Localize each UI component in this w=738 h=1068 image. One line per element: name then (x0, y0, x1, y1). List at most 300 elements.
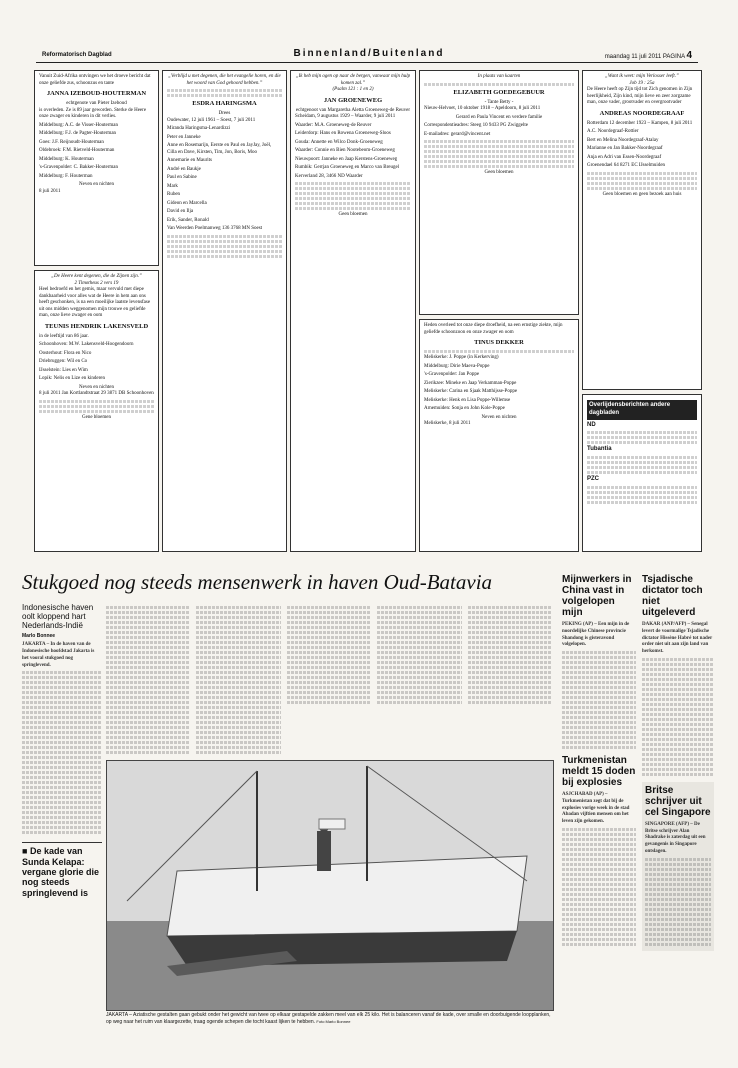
square-bullet-icon: ■ (22, 846, 28, 857)
died-line: Apeldoorn, 8 juli 2011 (494, 106, 541, 112)
notice-ref: Job 19 : 25a (629, 80, 655, 86)
pull-box (22, 842, 102, 898)
text-filler (167, 250, 282, 253)
text-filler (196, 751, 280, 754)
text-filler (562, 671, 636, 674)
text-filler (106, 706, 190, 709)
photo-credit: Foto Marlo Bonnee (316, 1018, 351, 1024)
text-filler (468, 611, 552, 614)
text-filler (106, 681, 190, 684)
family-line: Anne en Rosemarijn, Eerste en Paul en JayJay, Joël, Cilla en Dave, Kirsten, Tim, Jon, Boris, Moo (167, 143, 272, 155)
notice-sub: Drees (218, 111, 231, 117)
text-filler (562, 918, 636, 921)
text-filler (587, 491, 697, 494)
text-filler (587, 177, 697, 180)
text-filler (642, 743, 714, 746)
header-rule (36, 62, 698, 63)
text-filler (645, 913, 711, 916)
text-filler (562, 726, 636, 729)
text-filler (287, 686, 371, 689)
text-filler (424, 140, 574, 143)
text-filler (468, 701, 552, 704)
ads-column-1 (34, 70, 159, 556)
text-filler (645, 863, 711, 866)
side-dateline-2: ASJCHABAD (AP) – Turkmenistan zegt dat bij de explosies vorige week in de stad Abadan vijftien mensen om het leven zijn gekomen. (562, 792, 630, 824)
family-line: Oosterhout: Flora en Nico (39, 350, 92, 356)
text-filler (22, 741, 102, 744)
text-filler (562, 833, 636, 836)
text-filler (562, 686, 636, 689)
text-filler (587, 187, 697, 190)
text-filler (468, 671, 552, 674)
kicker: Indonesische haven oolt kloppend hart Nederlands-Indië (22, 603, 94, 630)
text-filler (377, 626, 461, 629)
text-filler (468, 676, 552, 679)
text-filler (22, 781, 102, 784)
text-filler (562, 853, 636, 856)
text-filler (377, 616, 461, 619)
text-filler (562, 923, 636, 926)
body-col (196, 604, 280, 754)
side-headline-3: Tsjadische dictator toch niet uitgeleverd (642, 574, 703, 618)
text-filler (196, 726, 280, 729)
ads-column-5 (582, 70, 702, 556)
text-filler (295, 187, 411, 190)
text-filler (424, 155, 574, 158)
notice-footer: Geen bloemen (338, 212, 368, 218)
text-filler (196, 636, 280, 639)
family-line: Nieuwpoort: Janneke en Jaap Kerstens-Groeneweg (295, 156, 398, 162)
text-filler (642, 693, 714, 696)
text-filler (642, 753, 714, 756)
text-filler (645, 868, 711, 871)
text-filler (106, 736, 190, 739)
text-filler (196, 671, 280, 674)
family-line: Rumbik: Gerrjan Groeneweg en Marco van Breugel (295, 165, 400, 171)
text-filler (562, 943, 636, 946)
text-filler (22, 681, 102, 684)
text-filler (106, 636, 190, 639)
notice-footer: Geen bloemen en geen bezoek aan huis (602, 191, 682, 197)
born-line: Nieuw-Helvoet, 10 oktober 1918 (424, 106, 491, 112)
born-line: Scheidam, 9 augustus 1929 (295, 114, 350, 120)
text-filler (562, 893, 636, 896)
family-line: Arnemuiden: Sonja en John Kole-Poppe (424, 406, 505, 412)
text-filler (22, 801, 102, 804)
text-filler (562, 838, 636, 841)
notice-intro: Heden overleed tot onze diepe droefheid, na een ernstige ziekte, mijn geliefde schoonzoon en onze zwager en oom (424, 323, 563, 335)
text-filler (642, 758, 714, 761)
text-filler (106, 606, 190, 609)
text-filler (377, 651, 461, 654)
text-filler (642, 713, 714, 716)
text-filler (196, 656, 280, 659)
text-filler (22, 716, 102, 719)
neven-line: Neven en nichten (481, 414, 517, 420)
family-line: Meliskerke: J. Poppe (in Kerkerving) (424, 355, 499, 361)
text-filler (468, 686, 552, 689)
text-filler (106, 656, 190, 659)
text-filler (562, 706, 636, 709)
family-line: Driebruggen: Wil en Co (39, 359, 88, 365)
text-filler (645, 893, 711, 896)
death-notice-groeneweg: „Ik heb mijn ogen op naar de bergen, vanwaar mijn hulp komen zal.” (Psalm 121 : 1 en 2) JAN GROENEWEG echtgenoot van Margaretha Aletta Groeneweg-de Reuver Scheidam, 9 augustus 1929 – Waarder, 9 juli 2011 Waarder: M.A. Groeneweg-de Reuver Leiderdorp: Hans en Rowena Groeneweg-Sloos Gouda: Annette en Wilco Donk-Groeneweg Waarder: Connie en Bien Nootebeom-Groeneweg Nieuwpoort: Janneke en Jaap Kerstens-Groeneweg Rumbik: Gerrjan Groeneweg en Marco van Breugel Kerverland 28, 3466 ND Waarder Geen bloemen (290, 70, 416, 552)
born-line: Oudewater, 12 juli 1961 (167, 117, 216, 123)
text-filler (642, 773, 714, 776)
text-filler (468, 696, 552, 699)
text-filler (287, 701, 371, 704)
text-filler (562, 676, 636, 679)
text-filler (424, 165, 574, 168)
text-filler (377, 686, 461, 689)
text-filler (287, 616, 371, 619)
text-filler (562, 661, 636, 664)
text-filler (22, 721, 102, 724)
byline: Marlo Bonnee (22, 633, 56, 640)
text-filler (287, 631, 371, 634)
main-article-left (22, 604, 102, 898)
text-filler (106, 686, 190, 689)
text-filler (377, 631, 461, 634)
text-filler (377, 646, 461, 649)
text-filler (22, 726, 102, 729)
side-headline-4: Britse schrijver uit cel Singapore (645, 784, 711, 818)
text-filler (562, 681, 636, 684)
notice-sub: echtgenoot van Margaretha Aletta Groeneweg-de Reuver (295, 107, 411, 113)
text-filler (106, 721, 190, 724)
family-line: Ruben (167, 192, 181, 198)
text-filler (645, 933, 711, 936)
text-filler (468, 661, 552, 664)
text-filler (642, 703, 714, 706)
harbor-photo (106, 760, 554, 1011)
text-filler (106, 716, 190, 719)
text-filler (167, 94, 282, 97)
text-filler (167, 240, 282, 243)
notice-sub: echtgenote van Pieter Izeboud (66, 101, 127, 107)
family-line: Miranda Haringsma-Lenardizzi (167, 126, 231, 132)
body-col (287, 604, 371, 754)
notice-name: ANDREAS NOORDEGRAAF (599, 109, 685, 117)
family-line: David en Ilja (167, 209, 194, 215)
text-filler (196, 606, 280, 609)
family-line: Gouda: Annette en Wilco Donk-Groeneweg (295, 139, 383, 145)
text-filler (562, 888, 636, 891)
text-filler (196, 641, 280, 644)
text-filler (106, 696, 190, 699)
notice-name: ELIZABETH GOEDEGEBUUR (453, 88, 545, 96)
family-line: Oldebroek: F.M. Rietveld-Houterman (39, 148, 115, 154)
text-filler (377, 611, 461, 614)
text-filler (196, 651, 280, 654)
text-filler (39, 400, 154, 403)
text-filler (196, 661, 280, 664)
text-filler (167, 235, 282, 238)
family-line: IJsselstein: Lies en Wim (39, 367, 88, 373)
text-filler (287, 661, 371, 664)
text-filler (377, 606, 461, 609)
text-filler (22, 711, 102, 714)
text-filler (642, 698, 714, 701)
death-notice-lakensveld (34, 270, 159, 552)
main-headline: Stukgoed nog steeds mensenwerk in haven Oud-Batavia (22, 570, 493, 594)
notice-name: JAN GROENEWEG (323, 96, 383, 104)
text-filler (22, 816, 102, 819)
text-filler (287, 611, 371, 614)
death-notice-noordegraaf: „Want ik weet: mijn Verlosser leeft.” Job 19 : 25a De Heere heeft op Zijn tijd tot Zich genomen in Zijn heerlijkheid, Zijn kind, mijn lieve en zeer zorgzame man, onze vader, grootvader en overgrootvader ANDREAS NOORDEGRAAF Rotterdam 12 december 1923 – Kampen, 8 juli 2011 A.C. Noordegraaf-Rottier Bert en Melina Noordegraaf-Atalay Marianne en Jan Bakker-Noordegraaf Anja en Adri van Essen-Noordegraaf Groenendael 64 8271 EC IJsselmuiden Geen bloemen en geen bezoek aan huis (582, 70, 702, 390)
text-filler (196, 696, 280, 699)
text-filler (167, 245, 282, 248)
text-filler (642, 748, 714, 751)
text-filler (22, 811, 102, 814)
text-filler (287, 626, 371, 629)
page-number: 4 (686, 50, 692, 61)
neven-line: Neven en nichten (79, 384, 114, 390)
text-filler (562, 938, 636, 941)
text-filler (106, 626, 190, 629)
text-filler (642, 708, 714, 711)
main-body-columns (106, 604, 552, 754)
notice-intro: Vanuit Zuid-Afrika ontvingen we het droeve bericht dat onze geliefde zus, schoonzus en tante (39, 74, 151, 86)
text-filler (106, 751, 190, 754)
text-filler (468, 621, 552, 624)
text-filler (377, 666, 461, 669)
text-filler (295, 197, 411, 200)
text-filler (424, 145, 574, 148)
text-filler (22, 731, 102, 734)
text-filler (468, 656, 552, 659)
text-filler (377, 661, 461, 664)
text-filler (106, 741, 190, 744)
text-filler (22, 671, 102, 674)
section-title: Binnenland/Buitenland (293, 48, 445, 59)
text-filler (562, 883, 636, 886)
notice-name: JANNA IZEBOUD-HOUTERMAN (46, 90, 147, 97)
text-filler (167, 89, 282, 92)
text-filler (468, 636, 552, 639)
notice-text: is overleden. Ze is 89 jaar geworden. Sterke de Heere onze zwager en kinderen in dit verlies. (39, 107, 147, 120)
text-filler (39, 410, 154, 413)
body-col (377, 604, 461, 754)
lead-paragraph: JAKARTA – In de haven van de Indonesische hoofdstad Jakarta is het vooral stukgoed nog springlevend. (22, 642, 95, 668)
text-filler (587, 466, 697, 469)
text-filler (424, 160, 574, 163)
text-filler (106, 646, 190, 649)
text-filler (287, 696, 371, 699)
text-filler (642, 738, 714, 741)
notice-age: in de leeftijd van 86 jaar. (39, 333, 89, 339)
family-line: 's-Gravenpolder: Jan Poppe (424, 372, 480, 378)
section-pzc: PZC (587, 476, 599, 483)
died-line: Soest, 7 juli 2011 (220, 117, 256, 123)
text-filler (22, 751, 102, 754)
text-filler (106, 726, 190, 729)
family-line: Middelburg: F.J. de Pagter-Houterman (39, 131, 117, 137)
family-line: Gerard en Paula Vincent en verdere familie (455, 114, 543, 120)
issue-date: maandag 11 juli 2011 (604, 54, 662, 60)
text-filler (562, 746, 636, 749)
text-filler (196, 626, 280, 629)
ship-illustration (107, 761, 553, 1010)
family-line: Peter en Janneke (167, 134, 201, 140)
text-filler (22, 826, 102, 829)
text-filler (642, 688, 714, 691)
caption-text: JAKARTA – Aziatische gestalten gaan gebukt onder het gewicht van twee op elkaar gestapelde zakken meel van elk 25 kilo. Het is balanceren vanaf de kade, over smalle en doorbuigende loopplanken, op weg naar het ruim van klaargezette, traag ogende schepen die tocht kaast lijken te hebben. (106, 1012, 551, 1025)
text-filler (196, 691, 280, 694)
text-filler (106, 676, 190, 679)
family-line: Gideon en Marcella (167, 200, 207, 206)
notice-address: Groenendael 64 8271 EC IJsselmuiden (587, 163, 666, 169)
family-line: 's-Gravenpolder: C. Bakker-Houterman (39, 165, 118, 171)
text-filler (468, 616, 552, 619)
text-filler (468, 646, 552, 649)
text-filler (196, 736, 280, 739)
text-filler (22, 701, 102, 704)
text-filler (468, 666, 552, 669)
notice-footer: Gene bloemen (81, 414, 112, 420)
text-filler (645, 943, 711, 946)
family-line: Waarder: Connie en Bien Nootebeom-Groeneweg (295, 148, 395, 154)
ads-column-2 (162, 70, 287, 556)
text-filler (587, 456, 697, 459)
text-filler (196, 721, 280, 724)
text-filler (22, 776, 102, 779)
text-filler (287, 656, 371, 659)
notice-address: Kerverland 28, 3466 ND Waarder (295, 173, 363, 179)
text-filler (642, 673, 714, 676)
notice-date: 8 juli 2011 (39, 188, 61, 194)
text-filler (562, 898, 636, 901)
text-filler (642, 663, 714, 666)
text-filler (106, 651, 190, 654)
side-headline-2: Turkmenistan meldt 15 doden bij explosies (562, 755, 636, 788)
text-filler (106, 701, 190, 704)
text-filler (196, 746, 280, 749)
text-filler (562, 933, 636, 936)
died-line: Waarder, 9 juli 2011 (354, 114, 396, 120)
text-filler (645, 908, 711, 911)
family-line: Waarder: M.A. Groeneweg-de Reuver (295, 122, 372, 128)
text-filler (587, 461, 697, 464)
text-filler (587, 501, 697, 504)
text-filler (587, 486, 697, 489)
text-filler (562, 656, 636, 659)
body-col (106, 604, 190, 754)
family-line: Mark (167, 183, 178, 189)
text-filler (22, 786, 102, 789)
notice-address: Correspondentieadres: Steeg 10 9433 PG Zwiggelte (424, 123, 529, 129)
text-filler (287, 671, 371, 674)
text-filler (106, 731, 190, 734)
family-line: Meliskerke: Henk en Lisa Poppe-Willemse (424, 397, 511, 403)
text-filler (377, 696, 461, 699)
text-filler (196, 716, 280, 719)
notice-name: ESDRA HARINGSMA (192, 100, 257, 107)
text-filler (106, 711, 190, 714)
text-filler (22, 746, 102, 749)
text-filler (645, 888, 711, 891)
text-filler (645, 878, 711, 881)
text-filler (562, 721, 636, 724)
text-filler (295, 192, 411, 195)
family-line: Bert en Melina Noordegraaf-Atalay (587, 137, 659, 143)
text-filler (22, 791, 102, 794)
photo-caption (106, 1012, 552, 1025)
text-filler (645, 938, 711, 941)
text-filler (562, 843, 636, 846)
text-filler (562, 696, 636, 699)
text-filler (645, 883, 711, 886)
family-line: Middelburg: A.C. de Visser-Houterman (39, 122, 118, 128)
overlijdens-andere-dagbladen (582, 394, 702, 552)
text-filler (295, 182, 411, 185)
text-filler (587, 182, 697, 185)
text-filler (562, 863, 636, 866)
text-filler (196, 706, 280, 709)
text-filler (22, 761, 102, 764)
text-filler (287, 676, 371, 679)
notice-quote: In plaats van kaarten (477, 74, 521, 79)
family-line: Zierikzee: Mineke en Jaap Verkamman-Poppe (424, 380, 517, 386)
notice-email: E-mailadres: gerard@vincent.net (424, 131, 491, 137)
ads-column-3 (290, 70, 416, 556)
text-filler (287, 666, 371, 669)
text-filler (295, 202, 411, 205)
text-filler (468, 651, 552, 654)
pull-box-text: De kade van Sunda Kelapa: vergane glorie die nog steeds springlevend is (22, 846, 100, 898)
text-filler (642, 668, 714, 671)
text-filler (562, 848, 636, 851)
text-filler (424, 350, 574, 353)
text-filler (22, 756, 102, 759)
text-filler (167, 255, 282, 258)
notice-ref: (Psalm 121 : 1 en 2) (332, 87, 374, 92)
notice-quote: „Verblijd u met degenen, die het evangelie horen, en die het woord van God gehoord hebben.” (168, 74, 281, 86)
notice-sub: - Tante Betty - (484, 99, 514, 105)
family-line: Schoonhoven: M.W. Lakensveld-Hoogendoorn (39, 342, 134, 348)
text-filler (287, 646, 371, 649)
overlijdens-title: Overlijdensberichten andere dagbladen (587, 400, 697, 420)
text-filler (39, 405, 154, 408)
text-filler (587, 436, 697, 439)
text-filler (22, 686, 102, 689)
text-filler (587, 431, 697, 434)
text-filler (287, 621, 371, 624)
page-label: PAGINA (662, 54, 685, 60)
text-filler (106, 671, 190, 674)
text-filler (287, 691, 371, 694)
text-filler (468, 691, 552, 694)
text-filler (377, 671, 461, 674)
text-filler (287, 606, 371, 609)
family-line: Leiderdorp: Hans en Rowena Groeneweg-Sloos (295, 131, 391, 137)
text-filler (106, 616, 190, 619)
text-filler (196, 666, 280, 669)
text-filler (377, 701, 461, 704)
text-filler (642, 768, 714, 771)
text-filler (562, 858, 636, 861)
text-filler (587, 441, 697, 444)
text-filler (377, 691, 461, 694)
text-filler (468, 626, 552, 629)
text-filler (22, 771, 102, 774)
family-line: Annemarie en Maurits (167, 158, 212, 164)
text-filler (642, 723, 714, 726)
text-filler (468, 631, 552, 634)
neven-line: Neven en nichten (79, 182, 114, 188)
text-filler (377, 621, 461, 624)
body-col (468, 604, 552, 754)
